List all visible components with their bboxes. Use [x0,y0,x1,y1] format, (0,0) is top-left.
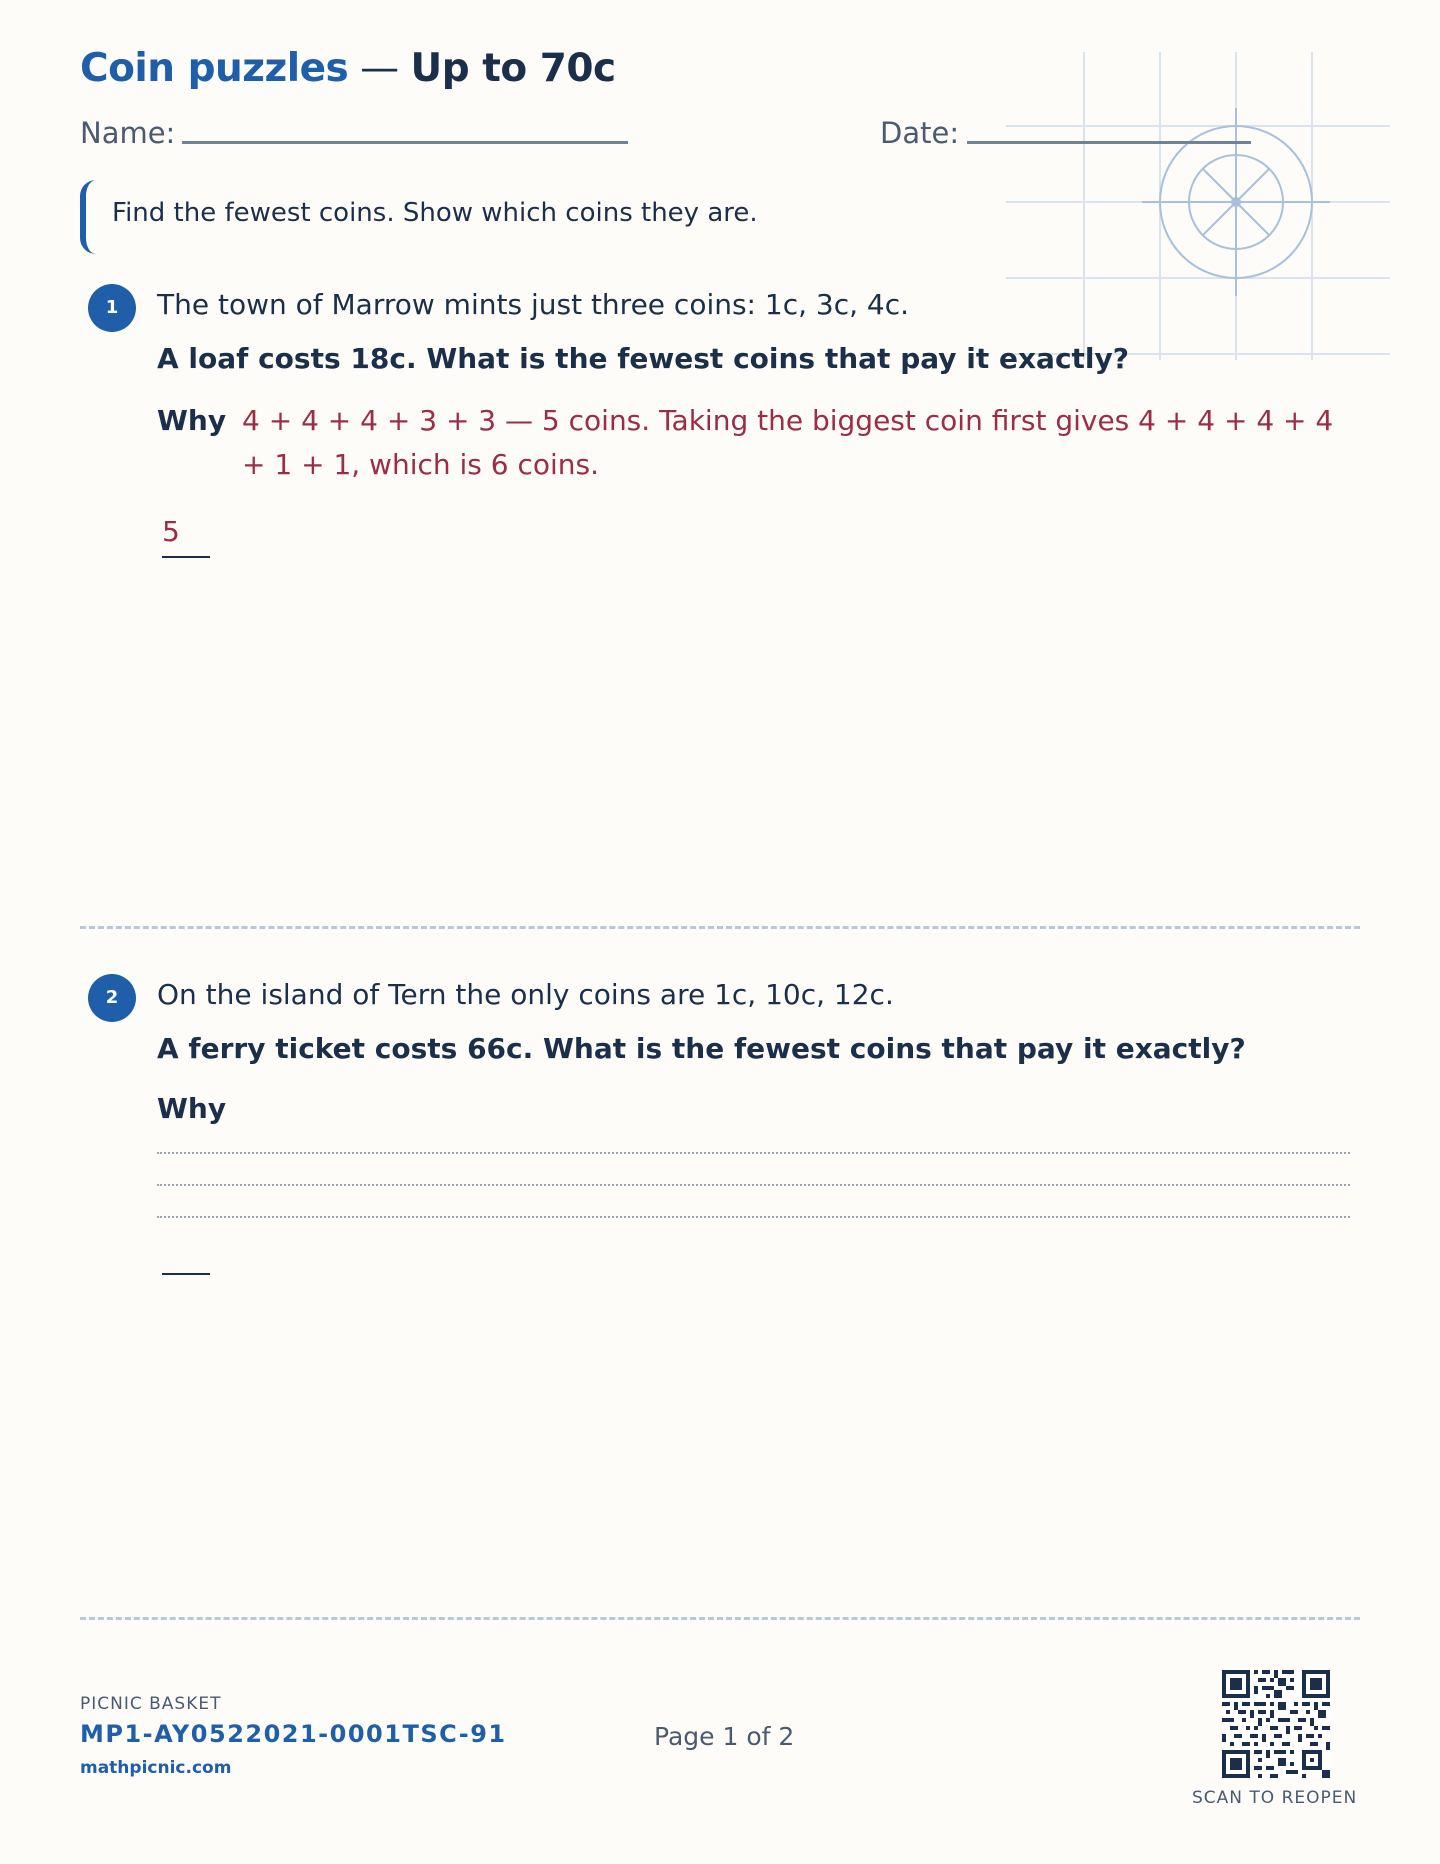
answer-line[interactable] [162,1273,210,1275]
question-number-badge: 2 [88,974,136,1022]
why-label: Why [157,404,227,437]
title-range: Up to 70c [410,46,616,91]
why-writing-line[interactable] [157,1216,1350,1218]
why-label: Why [157,1092,227,1125]
instruction-callout [80,180,780,254]
worksheet-code: MP1-AY0522021-0001TSC-91 [80,1720,507,1748]
coin-target-decoration [1006,50,1390,360]
qr-code-icon[interactable] [1222,1670,1330,1778]
name-field[interactable] [182,141,628,144]
question-prompt: A ferry ticket costs 66c. What is the fewest coins that pay it exactly? [157,1032,1246,1065]
question-prompt: A loaf costs 18c. What is the fewest coins that pay it exactly? [157,342,1130,375]
section-divider [80,926,1360,929]
title-topic: Coin puzzles [80,46,349,91]
section-divider [80,1617,1360,1620]
title-separator: — [348,46,411,91]
why-writing-line[interactable] [157,1152,1350,1154]
why-explanation[interactable]: 4 + 4 + 4 + 3 + 3 — 5 coins. Taking the biggest coin first gives 4 + 4 + 4 + 4 + 1 + 1, which is 6 coins. [242,404,1334,481]
date-label: Date: [880,116,960,150]
question-intro: The town of Marrow mints just three coins: 1c, 3c, 4c. [157,288,910,321]
page-number: Page 1 of 2 [654,1722,795,1751]
question-intro: On the island of Tern the only coins are 1c, 10c, 12c. [157,978,894,1011]
answer-value[interactable]: 5 [162,515,180,548]
why-writing-line[interactable] [157,1184,1350,1186]
question-number-badge: 1 [88,284,136,332]
website-link[interactable]: mathpicnic.com [80,1758,232,1778]
answer-line [162,556,210,558]
scan-to-reopen-label: SCAN TO REOPEN [1192,1788,1358,1808]
instruction-bracket [80,180,96,254]
instruction-text: Find the fewest coins. Show which coins they are. [112,198,758,228]
name-label: Name: [80,116,176,150]
footer-brand: PICNIC BASKET [80,1694,222,1714]
date-field[interactable] [967,141,1251,144]
page-title [80,46,616,91]
